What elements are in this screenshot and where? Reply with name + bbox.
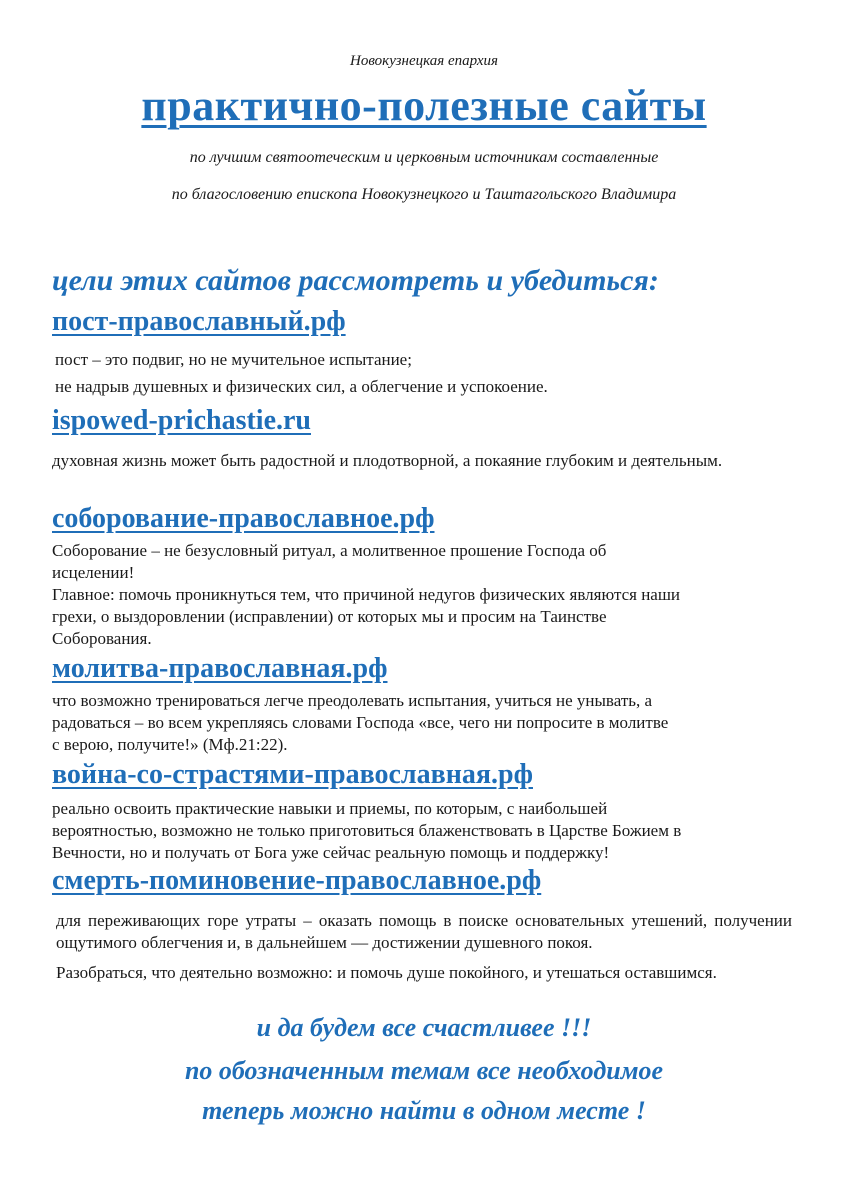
site-link-ispowed[interactable]: ispowed-prichastie.ru [52, 405, 311, 436]
site-link-molitva[interactable]: молитва-православная.рф [52, 653, 388, 684]
page-title: практично-полезные сайты [141, 81, 707, 130]
footer-line-1: и да будем все счастливее !!! [256, 1013, 592, 1042]
site-link-soborovanie[interactable]: соборование-православное.рф [52, 503, 435, 534]
footer-line-3: теперь можно найти в одном месте ! [202, 1096, 646, 1125]
site-soborovanie-line-3: Главное: помочь проникнуться тем, что причиной недугов физических являются наши [52, 585, 681, 604]
goals-heading: цели этих сайтов рассмотреть и убедиться: [52, 264, 659, 297]
subtitle-blessing: по благословению епископа Новокузнецкого и Таштагольского Владимира [171, 186, 677, 203]
site-ispowed-text: духовная жизнь может быть радостной и плодотворной, а покаяние глубоким и деятельным. [52, 451, 723, 470]
site-link-smert[interactable]: смерть-поминовение-православное.рф [52, 865, 542, 896]
site-molitva-line-1: что возможно тренироваться легче преодолевать испытания, учиться не унывать, а [52, 691, 653, 710]
site-smert-text-2: Разобраться, что деятельно возможно: и помочь душе покойного, и утешаться оставшимся. [56, 963, 717, 982]
eparchy-name: Новокузнецкая епархия [350, 53, 498, 69]
site-smert-text-1: для переживающих горе утраты – оказать помощь в поиске основательных утешений, получении ощутимого облегчения и, в дальнейшем — достижении душевного покоя. [56, 911, 792, 952]
site-molitva-line-2: радоваться – во всем укрепляясь словами Господа «все, чего ни попросите в молитве [52, 713, 669, 732]
site-link-post[interactable]: пост-православный.рф [52, 306, 346, 337]
footer-line-2: по обозначенным темам все необходимое [184, 1056, 664, 1085]
subtitle-sources: по лучшим святоотеческим и церковным источникам составленные [189, 149, 659, 166]
site-soborovanie-line-1: Соборование – не безусловный ритуал, а молитвенное прошение Господа об [52, 541, 607, 560]
site-voina-line-1: реально освоить практические навыки и приемы, по которым, с наибольшей [52, 799, 608, 818]
site-molitva-line-3: с верою, получите!» (Мф.21:22). [52, 735, 288, 754]
site-post-line-2: не надрыв душевных и физических сил, а облегчение и успокоение. [55, 377, 548, 396]
site-post-line-1: пост – это подвиг, но не мучительное испытание; [55, 350, 412, 369]
site-voina-line-3: Вечности, но и получать от Бога уже сейчас реальную помощь и поддержку! [52, 843, 610, 862]
site-soborovanie-line-2: исцелении! [52, 563, 135, 582]
site-soborovanie-line-5: Соборования. [52, 629, 152, 648]
site-link-voina[interactable]: война-со-страстями-православная.рф [52, 759, 533, 790]
site-voina-line-2: вероятностью, возможно не только приготовиться блаженствовать в Царстве Божием в [52, 821, 682, 840]
site-soborovanie-line-4: грехи, о выздоровлении (исправлении) от которых мы и просим на Таинстве [52, 607, 607, 626]
